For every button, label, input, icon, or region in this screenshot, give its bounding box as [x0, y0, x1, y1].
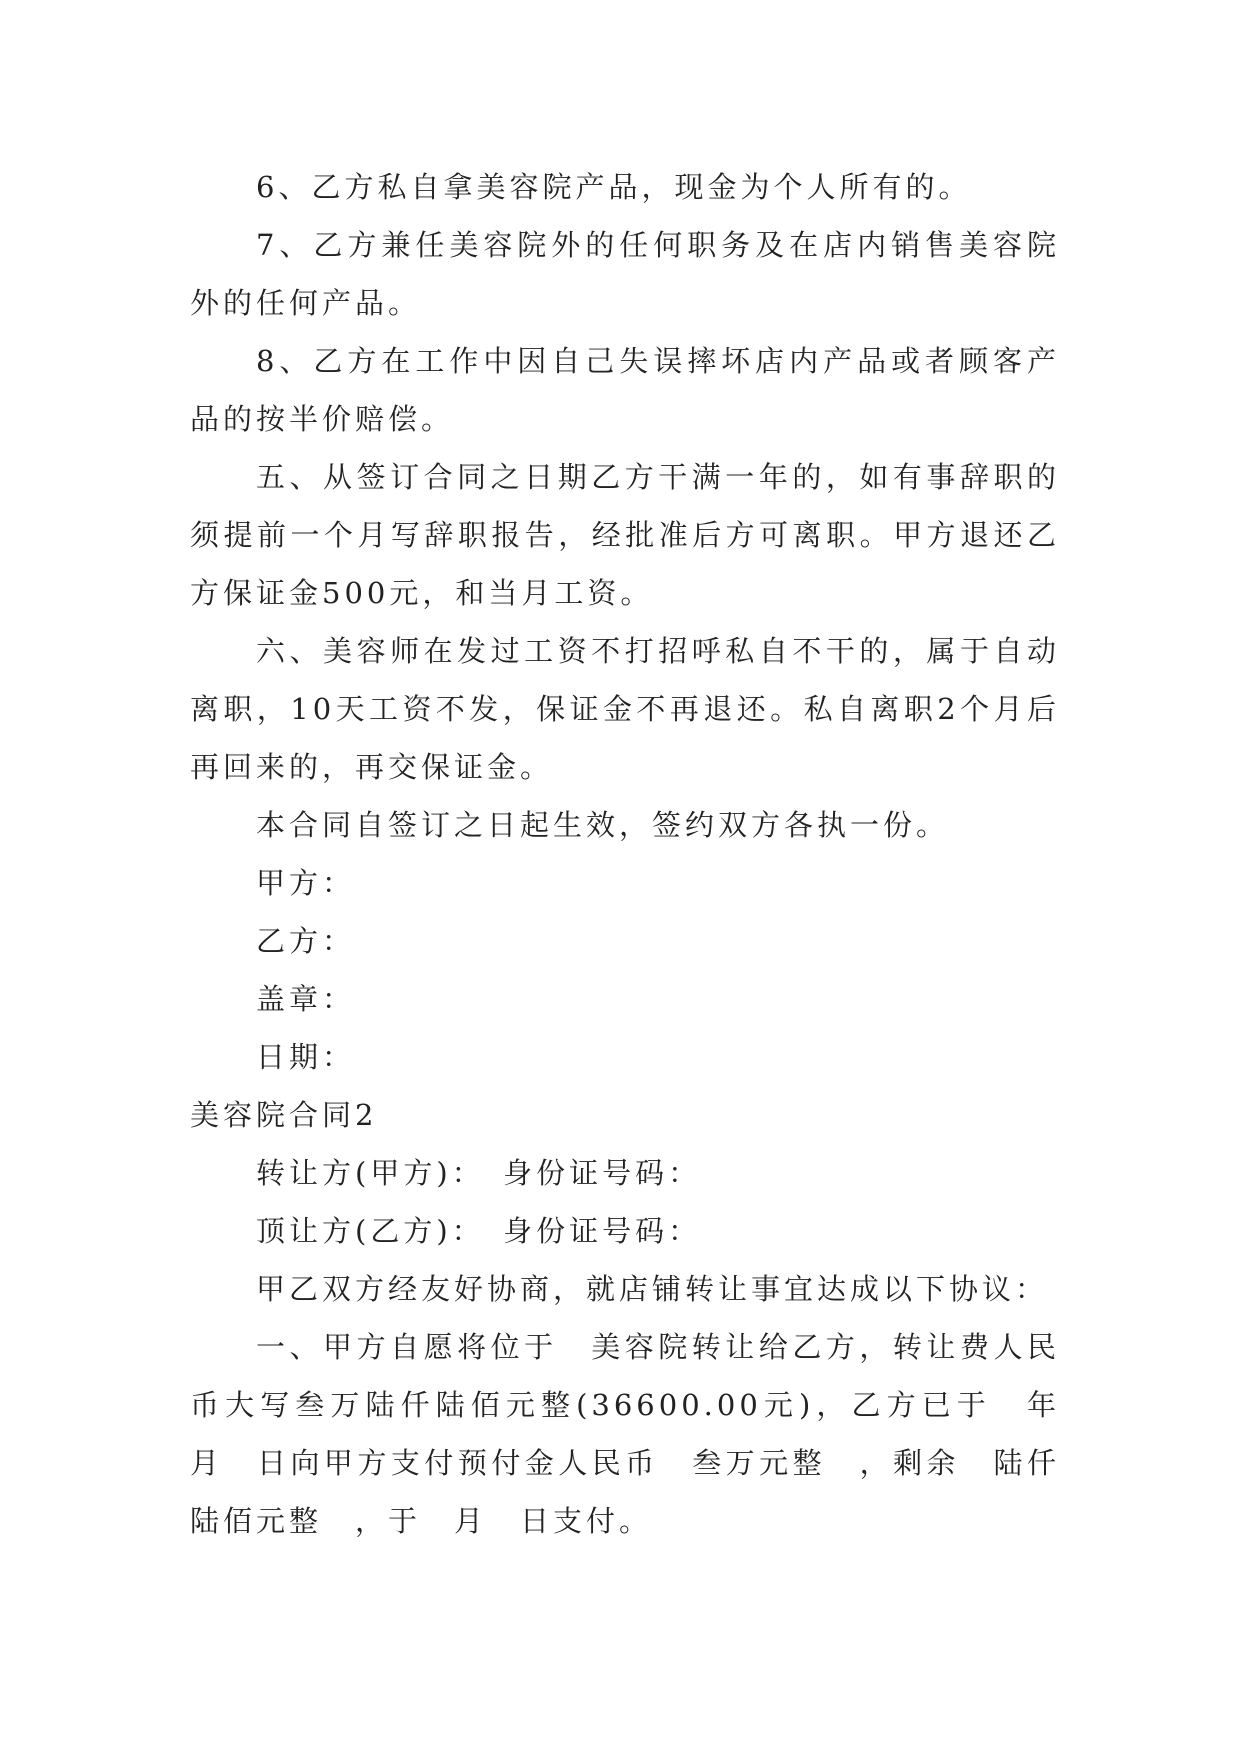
agreement-intro: 甲乙双方经友好协商，就店铺转让事宜达成以下协议： — [256, 1272, 1049, 1306]
date-line: 日期： — [256, 1040, 356, 1074]
section-6-leaving: 六、美容师在发过工资不打招呼私自不干的，属于自动离职，10天工资不发，保证金不再退还。私自离职2个月后再回来的，再交保证金。 — [190, 634, 1060, 784]
party-b-signature: 乙方： — [256, 924, 356, 958]
transferee-line: 顶让方(乙方)： 身份证号码： — [256, 1214, 702, 1248]
effective-clause: 本合同自签订之日起生效，签约双方各执一份。 — [256, 808, 950, 842]
transfer-clause-1: 一、甲方自愿将位于 美容院转让给乙方，转让费人民币大写叁万陆仟陆佰元整(36600.00元)，乙方已于 年 月 日向甲方支付预付金人民币 叁万元整 ，剩余 陆仟陆佰元整 ，于 月 日支付。 — [190, 1330, 1094, 1538]
seal-line: 盖章： — [256, 982, 356, 1016]
party-a-signature: 甲方： — [256, 866, 356, 900]
contract-2-title: 美容院合同2 — [190, 1098, 378, 1132]
clause-6: 6、乙方私自拿美容院产品，现金为个人所有的。 — [256, 170, 972, 204]
clause-8: 8、乙方在工作中因自己失误摔坏店内产品或者顾客产品的按半价赔偿。 — [190, 344, 1060, 436]
document-body — [190, 158, 1094, 1550]
clause-7: 7、乙方兼任美容院外的任何职务及在店内销售美容院外的任何产品。 — [190, 228, 1060, 320]
transferor-line: 转让方(甲方)： 身份证号码： — [256, 1156, 702, 1190]
section-5-resignation: 五、从签订合同之日期乙方干满一年的，如有事辞职的须提前一个月写辞职报告，经批准后方可离职。甲方退还乙方保证金500元，和当月工资。 — [190, 460, 1060, 610]
